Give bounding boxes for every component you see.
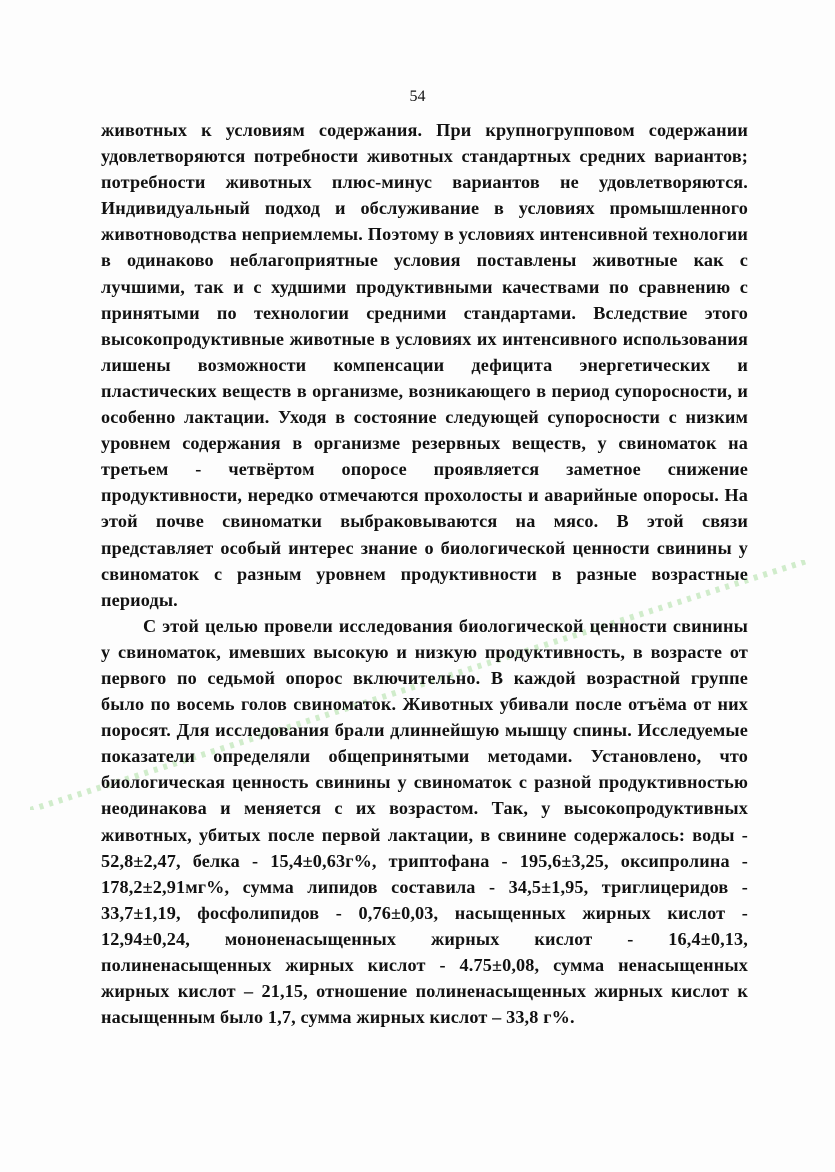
page-number: 54 xyxy=(409,88,426,105)
body-text xyxy=(101,117,748,1030)
paragraph-1: животных к условиям содержания. При крупногрупповом содержании удовлетворяются потребности животных стандартных средних вариантов; потребности животных плюс-минус вариантов не удовлетворяются. Индивидуальный подход и обслуживание в условиях промышленного животноводства неприемлемы. Поэтому в условиях интенсивной технологии в одинаково неблагоприятные условия поставлены животные как с лучшими, так и с худшими продуктивными качествами по сравнению с принятыми по технологии средними стандартами. Вследствие этого высокопродуктивные животные в условиях их интенсивного использования лишены возможности компенсации дефицита энергетических и пластических веществ в организме, возникающего в период супоросности, и особенно лактации. Уходя в состояние следующей супоросности с низким уровнем содержания в организме резервных веществ, у свиноматок на третьем - четвёртом опоросе проявляется заметное снижение продуктивности, нередко отмечаются прохолосты и аварийные опоросы. На этой почве свиноматки выбраковываются на мясо. В этой связи представляет особый интерес знание о биологической ценности свинины у свиноматок с разным уровнем продуктивности в разные возрастные периоды. xyxy=(101,120,748,610)
paragraph-2: С этой целью провели исследования биологической ценности свинины у свиноматок, имевших высокую и низкую продуктивность, в возрасте от первого по седьмой опорос включительно. В каждой возрастной группе было по восемь голов свиноматок. Животных убивали после отъёма от них поросят. Для исследования брали длиннейшую мышцу спины. Исследуемые показатели определяли общепринятыми методами. Установлено, что биологическая ценность свинины у свиноматок с разной продуктивностью неодинакова и меняется с их возрастом. Так, у высокопродуктивных животных, убитых после первой лактации, в свинине содержалось: воды - 52,8±2,47, белка - 15,4±0,63г%, триптофана - 195,6±3,25, оксипролина - 178,2±2,91мг%, сумма липидов составила - 34,5±1,95, триглицеридов - 33,7±1,19, фосфолипидов - 0,76±0,03, насыщенных жирных кислот - 12,94±0,24, мононенасыщенных жирных кислот - 16,4±0,13, полиненасыщенных жирных кислот - 4.75±0,08, сумма ненасыщенных жирных кислот – 21,15, отношение полиненасыщенных жирных кислот к насыщенным было 1,7, сумма жирных кислот – 33,8 г%. xyxy=(101,615,748,1028)
